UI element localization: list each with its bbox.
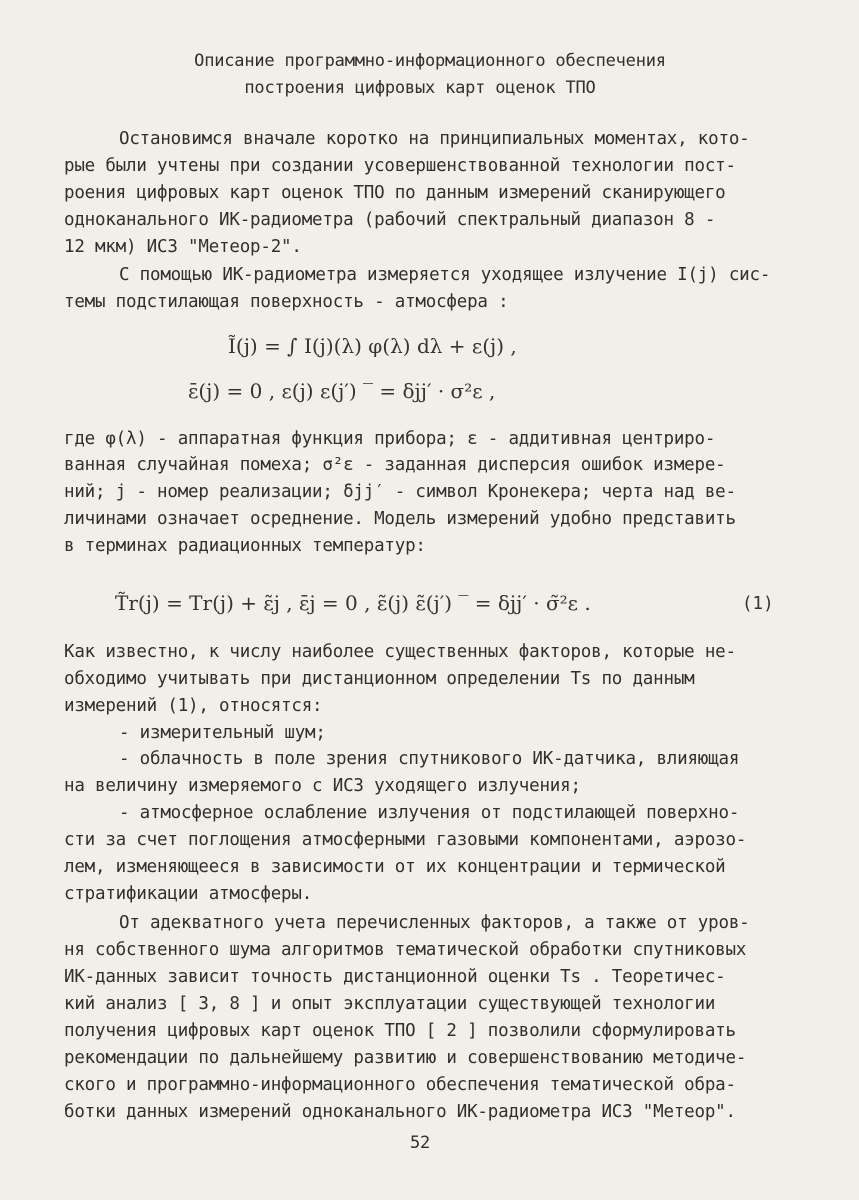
p4-line-7: - атмосферное ослабление излучения от подстилающей поверхно- [119,803,740,823]
p5-line-8: ботки данных измерений одноканального ИК-радиометра ИСЗ "Метеор". [64,1102,736,1122]
p5-line-7: ского и программно-информационного обеспечения тематической обра- [64,1075,736,1095]
p4-line-2: обходимо учитывать при дистанционном определении Ts по данным [64,669,695,689]
p4-line-1: Как известно, к числу наиболее существенных факторов, которые не- [64,642,736,662]
p1-line-4: одноканального ИК-радиометра (рабочий спектральный диапазон 8 - [64,210,716,230]
p3-line-5: в терминах радиационных температур: [64,536,426,556]
p4-line-9: лем, изменяющееся в зависимости от их концентрации и термической [64,857,726,877]
heading-line-1: Описание программно-информационного обеспечения [194,51,666,71]
p4-line-5: - облачность в поле зрения спутникового ИК-датчика, влияющая [119,749,740,769]
p1-line-3: роения цифровых карт оценок ТПО по данным измерений сканирующего [64,183,726,203]
p5-line-3: ИК-данных зависит точность дистанционной оценки Ts . Теоретичес- [64,967,726,987]
p4-line-10: стратификации атмосферы. [64,884,313,904]
page-number: 52 [410,1133,431,1153]
formula-1: Ĩ(j) = ∫ I(j)(λ) φ(λ) dλ + ε(j) , [228,334,517,358]
p3-line-2: ванная случайная помеха; σ²ε - заданная дисперсия ошибок измере- [64,455,726,475]
p5-line-2: ня собственного шума алгоритмов тематической обработки спутниковых [64,940,747,960]
equation-1: T̃r(j) = Tr(j) + ε̃j , ε̄j = 0 , ε̃(j) ε̃(j′) ‾ = δjj′ · σ̃²ε . [115,591,591,615]
p3-line-1: где φ(λ) - аппаратная функция прибора; ε - аддитивная центриро- [64,429,716,449]
p1-line-1: Остановимся вначале коротко на принципиальных моментах, кото- [119,129,750,149]
p4-line-8: сти за счет поглощения атмосферными газовыми компонентами, аэрозо- [64,830,747,850]
p5-line-6: рекомендации по дальнейшему развитию и совершенствованию методиче- [64,1048,747,1068]
p1-line-5: 12 мкм) ИСЗ "Метеор-2". [64,237,302,257]
p3-line-4: личинами означает осреднение. Модель измерений удобно представить [64,509,736,529]
p1-line-2: рые были учтены при создании усовершенствованной технологии пост- [64,156,736,176]
heading-line-2: построения цифровых карт оценок ТПО [244,78,596,98]
p2-line-2: темы подстилающая поверхность - атмосфера : [64,292,509,312]
p3-line-3: ний; j - номер реализации; δjj′ - символ Кронекера; черта над ве- [64,482,736,502]
p4-line-3: измерений (1), относятся: [64,696,323,716]
p5-line-5: получения цифровых карт оценок ТПО [ 2 ] позволили сформулировать [64,1021,736,1041]
formula-2: ε̄(j) = 0 , ε(j) ε(j′) ‾ = δjj′ · σ²ε , [188,379,496,403]
p4-line-6: на величину измеряемого с ИСЗ уходящего излучения; [64,776,581,796]
p5-line-1: От адекватного учета перечисленных факторов, а также от уров- [119,913,750,933]
p5-line-4: кий анализ [ 3, 8 ] и опыт эксплуатации существующей технологии [64,994,716,1014]
p2-line-1: С помощью ИК-радиометра измеряется уходящее излучение I(j) сис- [119,265,771,285]
p4-line-4: - измерительный шум; [119,723,326,743]
equation-number: (1) [742,594,774,614]
